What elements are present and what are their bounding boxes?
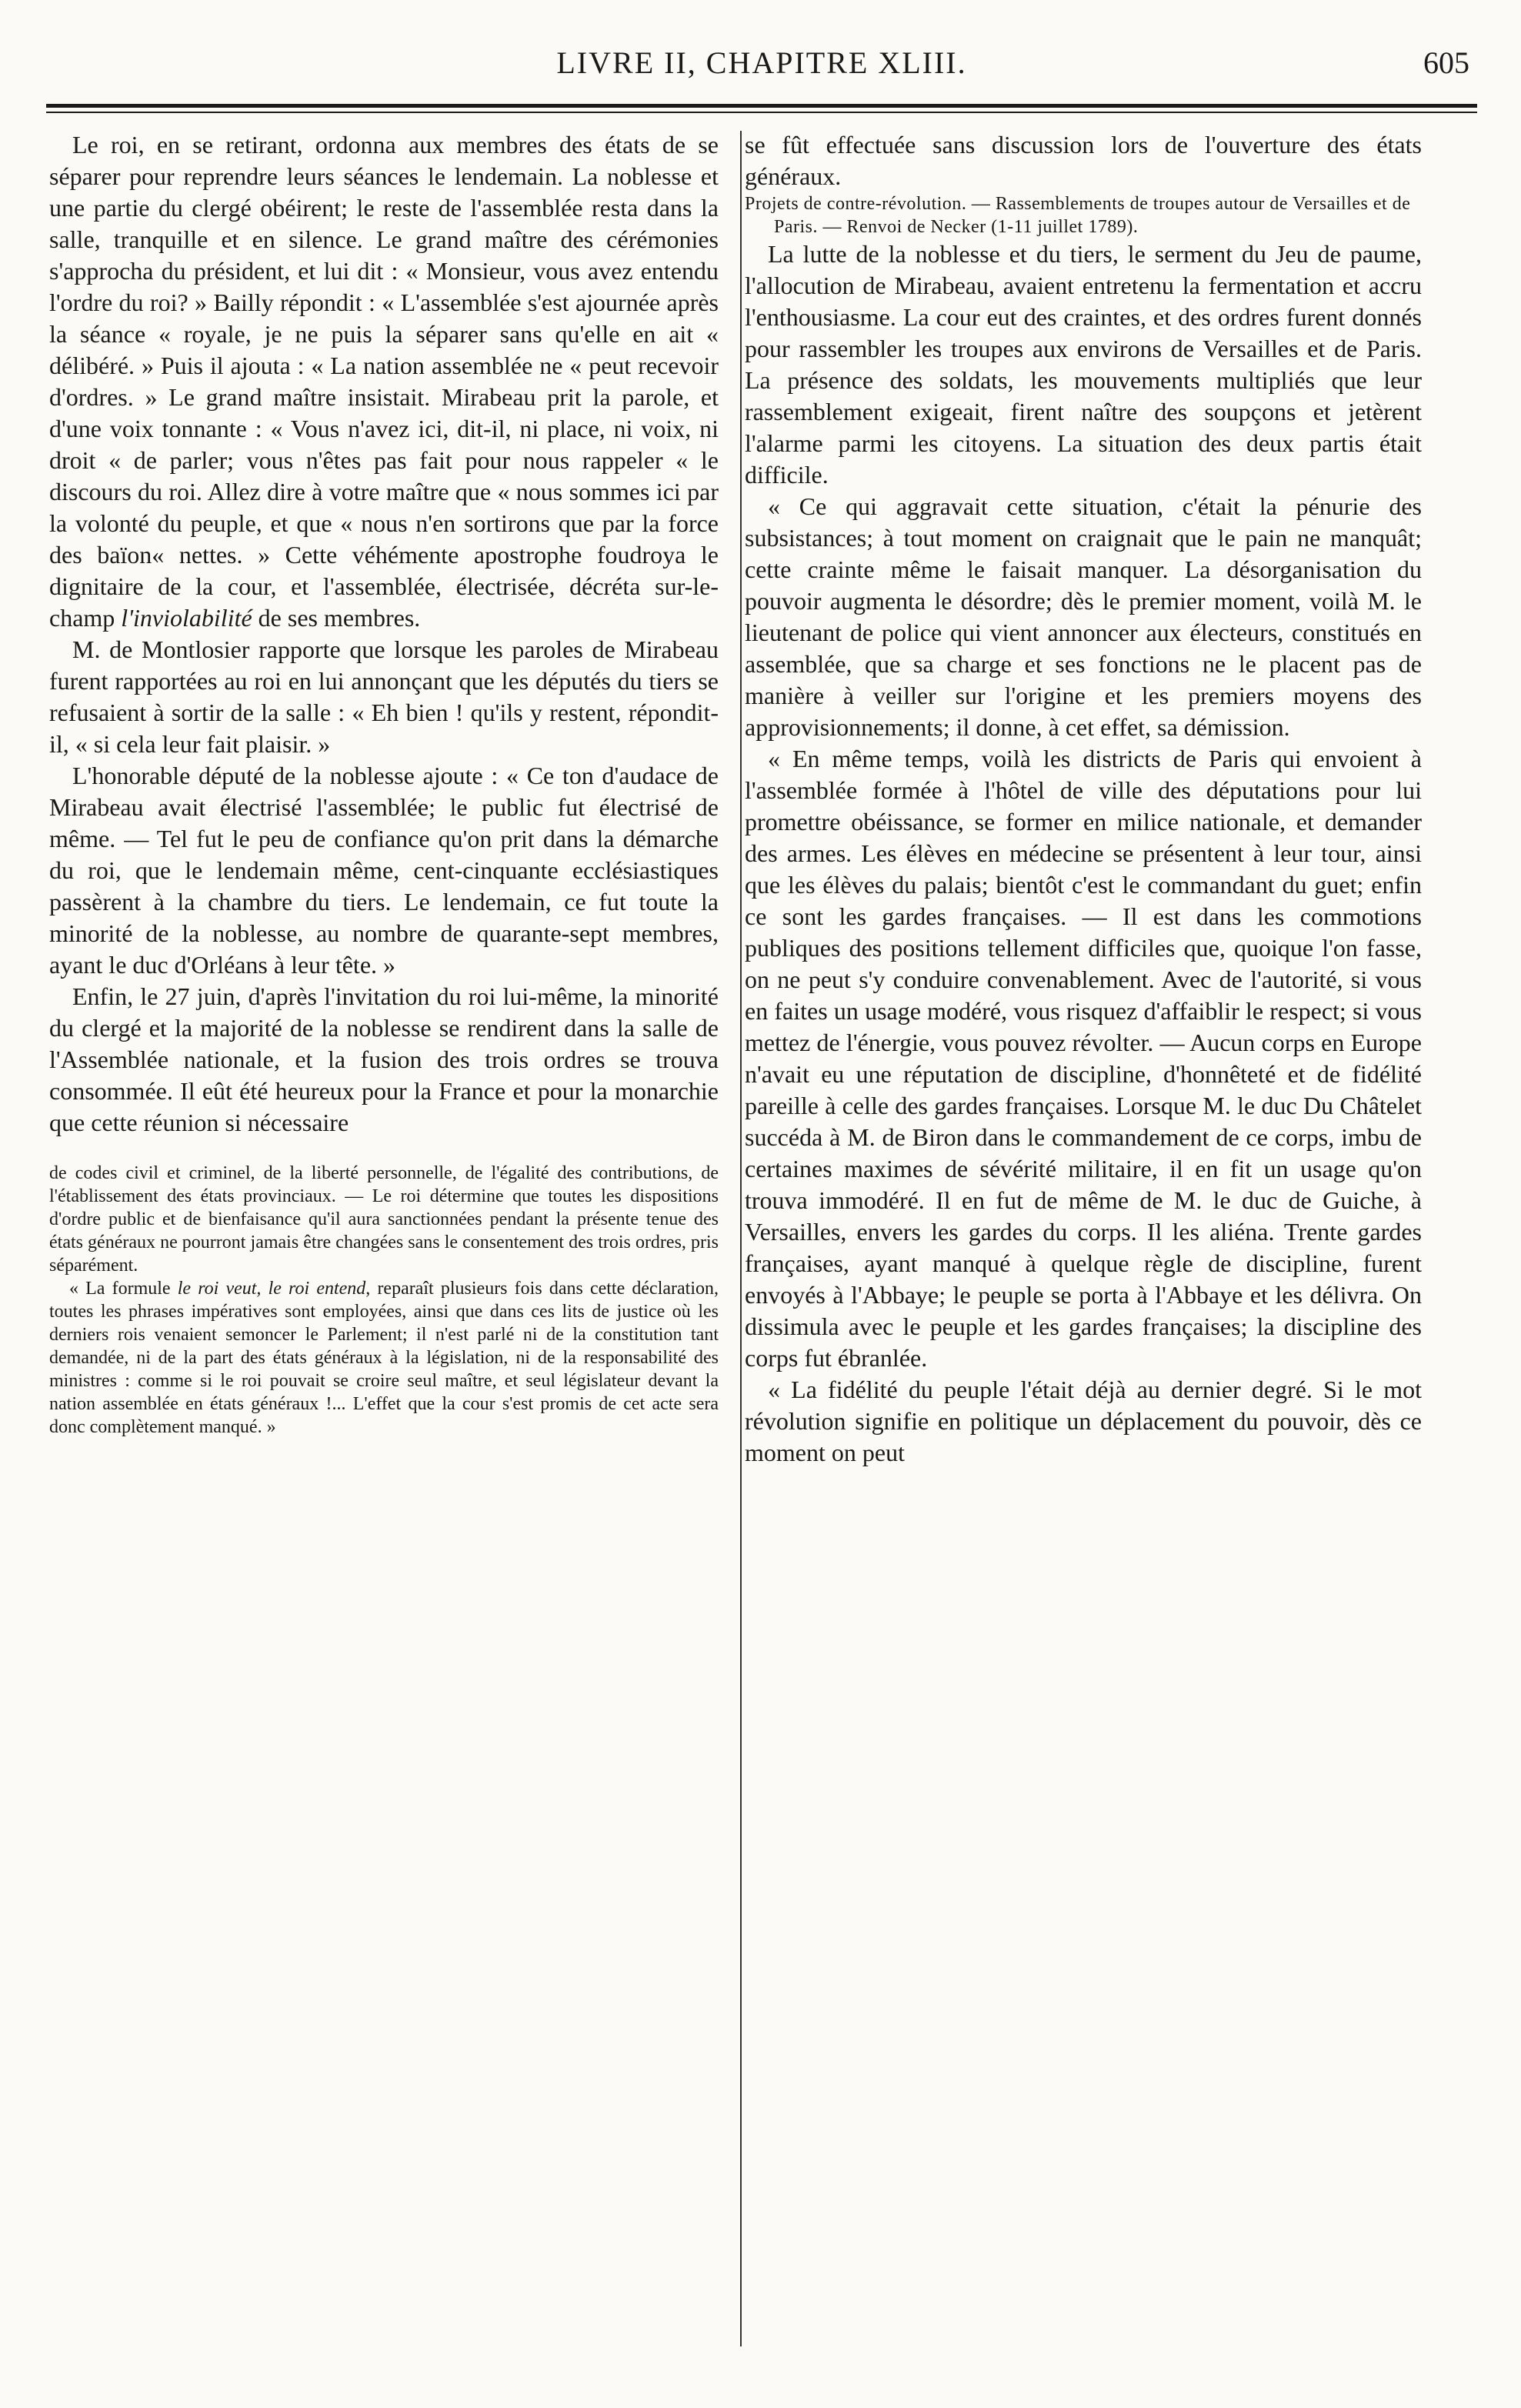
- header-rule-thin: [46, 112, 1477, 113]
- running-title: LIVRE II, CHAPITRE XLIII.: [556, 45, 967, 80]
- section-summary: Projets de contre-révolution. — Rassemblements de troupes autour de Versailles et de Paris. — Renvoi de Necker (1-11 juillet 1789).: [745, 194, 1411, 237]
- page-header: [46, 45, 1477, 91]
- footnote-2: « La formule le roi veut, le roi entend, reparaît plusieurs fois dans cette déclaration, toutes les phrases impératives sont employées, ainsi que dans ces lits de justice où les derniers rois venaient semoncer le Parlement; il n'est parlé ni de la constitution tant demandée, ni de la part des états généraux à la législation, ni de la responsabilité des ministres : comme si le roi pouvait se croire seul maître, et seul législateur devant la nation assemblée en états généraux !... L'effet que la cour s'est promis de cet acte sera donc complètement manqué. »: [49, 1279, 719, 1437]
- page-number: 605: [1423, 45, 1469, 80]
- italic-term: l'inviolabilité: [121, 604, 252, 632]
- paragraph-1: Le roi, en se retirant, ordonna aux membres des états de se séparer pour reprendre leurs séances le lendemain. La noblesse et une partie du clergé obéirent; le reste de l'assemblée resta dans la salle, tranquille et en silence. Le grand maître des cérémonies s'approcha du président, et lui dit : « Monsieur, vous avez entendu l'ordre du roi? » Bailly répondit : « L'assemblée s'est ajournée après la séance « royale, je ne puis la séparer sans qu'elle en ait « délibéré. » Puis il ajouta : « La nation assemblée ne « peut recevoir d'ordres. » Le grand maître insistait. Mirabeau prit la parole, et d'une voix tonnante : « Vous n'avez ici, dit-il, ni place, ni voix, ni droit « de parler; vous n'êtes pas fait pour nous rappeler « le discours du roi. Allez dire à votre maître que « nous sommes ici par la volonté du peuple, et que « nous n'en sortirons que par la force des baïon« nettes. » Cette véhémente apostrophe foudroya le dignitaire de la cour, et l'assemblée, électrisée, décréta sur-le-champ l'inviolabilité de ses membres.: [49, 131, 719, 632]
- paragraph-7: « En même temps, voilà les districts de Paris qui envoient à l'assemblée formée à l'hôtel de ville des députations pour lui promettre obéissance, se former en milice nationale, et demander des armes. Les élèves en médecine se présentent à leur tour, ainsi que les élèves du palais; bientôt c'est le commandant du guet; enfin ce sont les gardes françaises. — Il est dans les commotions publiques des positions tellement difficiles que, quoique l'on fasse, on ne peut s'y conduire convenablement. Avec de l'autorité, si vous en faites un usage modéré, vous risquez d'affaiblir le respect; si vous mettez de l'énergie, vous pouvez révolter. — Aucun corps en Europe n'avait eu une réputation de discipline, d'honnêteté et de fidélité pareille à celle des gardes françaises. Lorsque M. le duc Du Châtelet succéda à M. de Biron dans le commandement de ce corps, imbu de certaines maximes de sévérité militaire, il en fit un usage qu'on trouva immodéré. Il en fut de même de M. le duc de Guiche, à Versailles, envers les gardes du corps. Il les aliéna. Trente gardes françaises, ayant manqué à quelque règle de discipline, furent envoyés à l'Abbaye; le peuple se porta à l'Abbaye et les délivra. On dissimula avec le peuple et les gardes françaises; la discipline des corps fut ébranlée.: [745, 745, 1422, 1372]
- left-column: [49, 129, 719, 1439]
- paragraph-3: L'honorable député de la noblesse ajoute : « Ce ton d'audace de Mirabeau avait électrisé l'assemblée; le public fut électrisé de même. — Tel fut le peu de confiance qu'on prit dans la démarche du roi, que le lendemain même, cent-cinquante ecclésiastiques passèrent à la chambre du tiers. Le lendemain, ce fut toute la minorité de la noblesse, au nombre de quarante-sept membres, ayant le duc d'Orléans à leur tête. »: [49, 762, 719, 979]
- paragraph-5: La lutte de la noblesse et du tiers, le serment du Jeu de paume, l'allocution de Mirabeau, avaient entretenu la fermentation et accru l'enthousiasme. La cour eut des craintes, et des ordres furent donnés pour rassembler les troupes aux environs de Versailles et de Paris. La présence des soldats, les mouvements multipliés que leur rassemblement exigeait, firent naître des soupçons et jetèrent l'alarme parmi les citoyens. La situation des deux partis était difficile.: [745, 240, 1422, 489]
- paragraph-4: Enfin, le 27 juin, d'après l'invitation du roi lui-même, la minorité du clergé et la majorité de la noblesse se rendirent dans la salle de l'Assemblée nationale, et la fusion des trois ordres se trouva consommée. Il eût été heureux pour la France et pour la monarchie que cette réunion si nécessaire: [49, 982, 719, 1136]
- header-rule-thick: [46, 104, 1477, 108]
- continuation-paragraph: se fût effectuée sans discussion lors de l'ouverture des états généraux.: [745, 131, 1422, 190]
- footnote-1: de codes civil et criminel, de la liberté personnelle, de l'égalité des contributions, de l'établissement des états provinciaux. — Le roi détermine que toutes les dispositions d'ordre public et de bienfaisance qu'il aura sanctionnées pendant la présente tenue des états généraux ne pourront jamais être changées sans le consentement des trois ordres, pris séparément.: [49, 1163, 719, 1276]
- paragraph-8: « La fidélité du peuple l'était déjà au dernier degré. Si le mot révolution signifie en politique un déplacement du pouvoir, dès ce moment on peut: [745, 1376, 1422, 1466]
- paragraph-6: « Ce qui aggravait cette situation, c'était la pénurie des subsistances; à tout moment on craignait que le pain ne manquât; cette crainte même le faisait manquer. La désorganisation du pouvoir augmenta le désordre; dès le premier moment, voilà M. le lieutenant de police qui vient annoncer aux électeurs, constitués en assemblée, que sa charge et ses fonctions ne le placent pas de manière à veiller sur l'origine et les premiers moyens des approvisionnements; il donne, à cet effet, sa démission.: [745, 492, 1422, 741]
- right-column: [745, 129, 1422, 1469]
- paragraph-2: M. de Montlosier rapporte que lorsque les paroles de Mirabeau furent rapportées au roi en lui annonçant que les députés du tiers se refusaient à sortir de la salle : « Eh bien ! qu'ils y restent, répondit-il, « si cela leur fait plaisir. »: [49, 635, 719, 758]
- column-divider: [740, 131, 742, 2346]
- footnotes: [49, 1162, 719, 1439]
